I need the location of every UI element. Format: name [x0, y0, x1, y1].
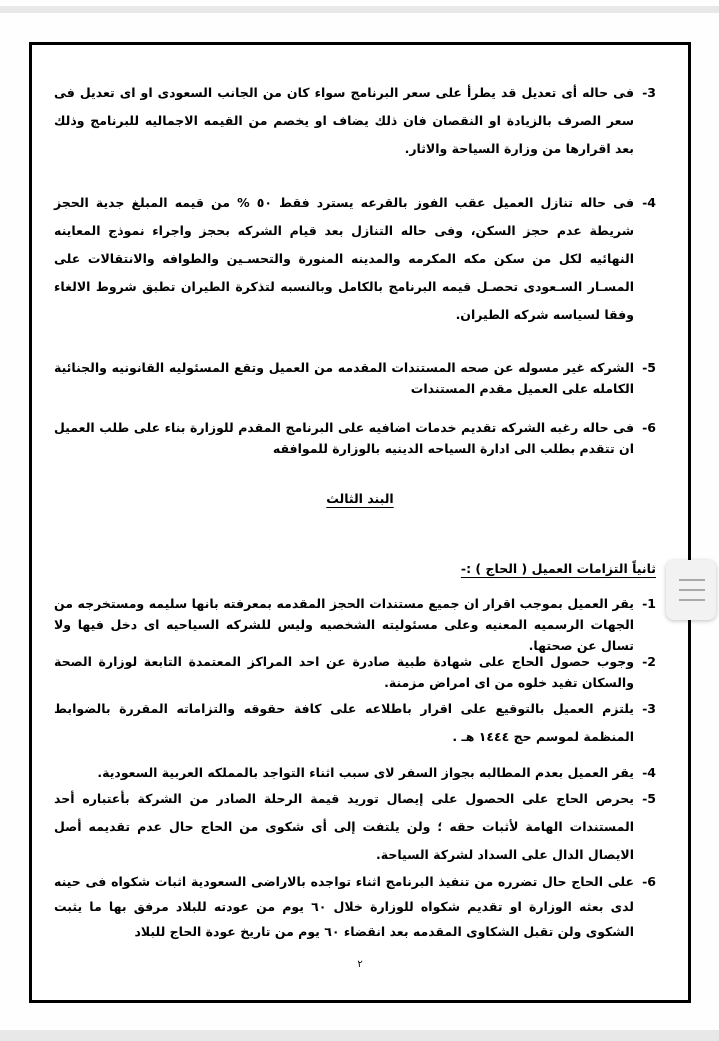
document-body [32, 45, 688, 1000]
clause-text: يقر العميل بعدم المطالبه بجواز السفر لاى سبب اثناء التواجد بالمملكه العربية السعودية. [97, 765, 634, 780]
client-clause-3 [54, 695, 656, 751]
clause-number: 3- [642, 85, 656, 100]
clause-number: 2- [642, 654, 656, 669]
clause-6 [54, 417, 656, 459]
clause-number: 5- [642, 791, 656, 806]
clause-number: 3- [642, 701, 656, 716]
viewer-bottom-edge [0, 1030, 719, 1041]
clause-text: يلتزم العميل بالتوقيع على اقرار باطلاعه على كافة حقوقه والتزاماته المقررة بالضوابط المنظمة لموسم حج ١٤٤٤ هـ . [54, 701, 634, 744]
clause-number: 6- [642, 420, 656, 435]
section-title: البند الثالث [326, 491, 394, 506]
subheading-client-obligations: ثانياً التزامات العميل ( الحاج ) :- [460, 561, 656, 576]
page-number: ٢ [357, 959, 363, 970]
clause-text: فى حاله أى تعديل قد يطرأ على سعر البرنامج سواء كان من الجانب السعودى او اى تعديل فى سعر الصرف بالزيادة او النقصان فان ذلك يضاف او يخصم من القيمه الاجماليه للبرنامج وذلك بعد اقرارها من وزارة السياحة والاثار. [54, 85, 634, 156]
clause-text: وجوب حصول الحاج على شهادة طبية صادرة عن احد المراكز المعتمدة التابعة لوزارة الصحة والسكان تفيد خلوه من اى امراض مزمنة. [54, 654, 634, 690]
clause-text: فى حاله تنازل العميل عقب الفوز بالقرعه يسترد فقط ٥٠ % من قيمه المبلغ جدية الحجز شريطة عدم حجز السكن، وفى حاله التنازل بعد قيام الشركه بحجز واجراء نموذج المعاينه النهائيه لكل من سكن مكه المكرمه والمدينه المنورة والتحسـين والطوافه والانتقالات على المسـار السـعودى تحصـل قيمه البرنامج بالكامل وبالنسبه لتذكرة الطيران تطبق شروط الالغاء وفقا لسياسه شركه الطيران. [54, 195, 635, 322]
client-clause-5 [54, 785, 656, 869]
clause-text: يحرص الحاج على الحصول على إيصال توريد قيمة الرحلة الصادر من الشركة بأعتباره أحد المستندات الهامة لأثبات حقه ؛ ولن يلتفت إلى أى شكوى من الحاج حال عدم تقديمه أصل الايصال الدال على السداد لشركة السياحة. [54, 791, 634, 862]
clause-text: فى حاله رغبه الشركه تقديم خدمات اضافيه على البرنامج المقدم للوزارة بناء على طلب العميل ان تتقدم بطلب الى ادارة السياحه الدينيه بالوزارة للموافقه [54, 420, 634, 456]
clause-number: 4- [642, 195, 656, 210]
clause-4 [54, 189, 656, 329]
clause-number: 4- [642, 765, 656, 780]
viewer-top-edge [0, 6, 719, 13]
clause-number: 1- [642, 596, 656, 611]
client-clause-1 [54, 593, 656, 656]
clause-number: 6- [642, 874, 656, 889]
client-clause-4 [54, 759, 656, 787]
clause-number: 5- [642, 360, 656, 375]
clause-5 [54, 357, 656, 399]
menu-handle-button[interactable] [666, 560, 716, 620]
client-clause-2 [54, 651, 656, 693]
clause-text: على الحاج حال تضرره من تنفيذ البرنامج اثناء تواجده بالاراضى السعودية اثبات شكواه فى حينه لدى بعثه الوزارة او تقديم شكواه للوزارة خلال ٦٠ يوم من عودته للبلاد مرفق بها ما يثبت الشكوى ولن تقبل الشكاوى المقدمه بعد انقضاء ٦٠ يوم من تاريخ عودة الحاج للبلاد [54, 874, 634, 939]
clause-text: يقر العميل بموجب اقرار ان جميع مستندات الحجز المقدمه بمعرفته بانها سليمه ومستخرجه من الجهات الرسميه المعنيه وعلى مسئوليته الشخصيه وليس للشركه السياحيه اى دخل فيها ولا تسال عن صحتها. [54, 596, 634, 653]
clause-3 [54, 79, 656, 163]
client-clause-6 [54, 869, 656, 944]
document-page [29, 42, 691, 1003]
clause-text: الشركه غير مسوله عن صحه المستندات المقدمه من العميل وتقع المسئوليه القانونيه والجنائية الكامله على العميل مقدم المستندات [54, 360, 634, 396]
